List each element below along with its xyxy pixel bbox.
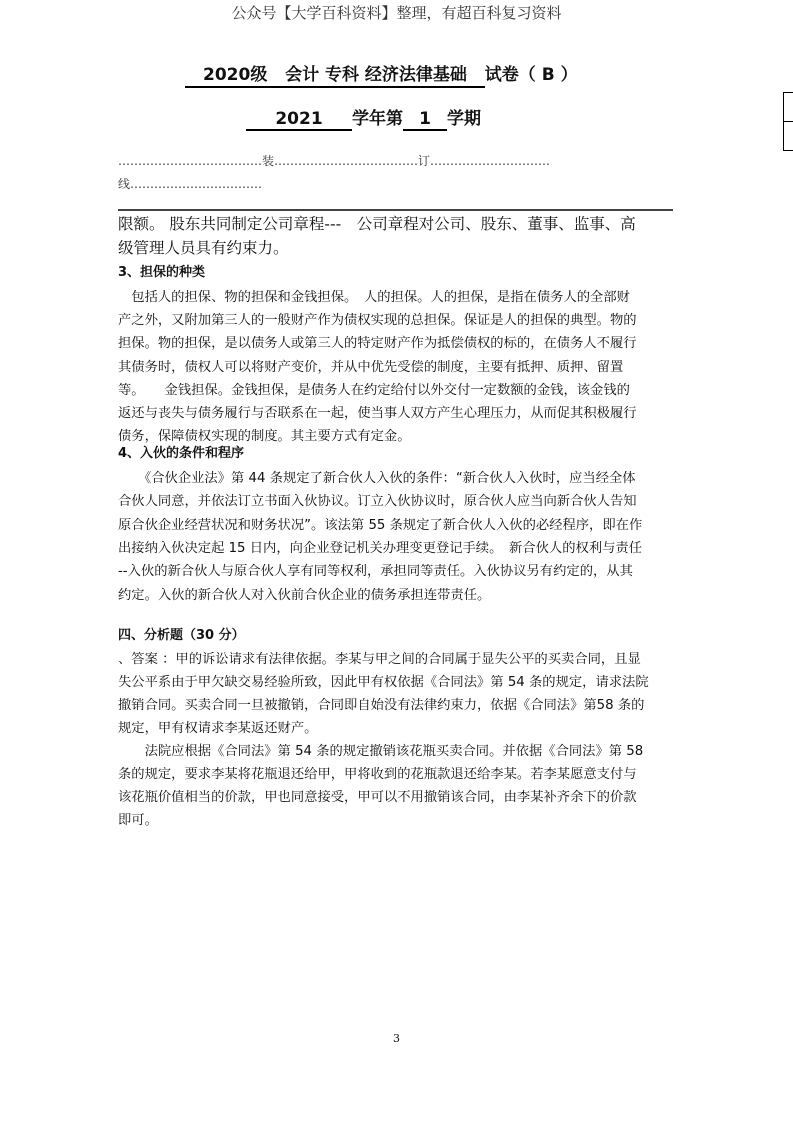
text-line: 产之外，又附加第三人的一般财产作为债权实现的总担保。保证是人的担保的典型。物的 [118,313,637,329]
term-suffix: 学期 [447,109,481,129]
divider [118,209,673,211]
binding-line-1: ………………………………装………………………………订………………………… [118,154,551,168]
text-line: 限额。 股东共同制定公司章程--- 公司章程对公司、股东、董事、监事、高 [118,215,636,233]
text-line: 级管理人员具有约束力。 [118,239,289,257]
text-line: 该花瓶价值相当的价款，甲也同意接受，甲可以不用撤销该合同，由李某补齐余下的价款 [118,790,637,805]
page-header: 公众号【大学百科资料】整理，有超百科复习资料 [231,4,562,22]
section-heading: 四、分析题（30 分） [118,628,245,643]
text-line: 合伙人同意，并依法订立书面入伙协议。订立入伙协议时，原合伙人应当向新合伙人告知 [118,494,637,510]
text-line: 包括人的担保、物的担保和金钱担保。 人的担保。人的担保，是指在债务人的全部财 [118,290,630,305]
section-heading: 4、入伙的条件和程序 [118,446,245,461]
text-line: 原合伙企业经营状况和财务状况”。该法第 55 条规定了新合伙人入伙的必经程序，即在作 [118,517,643,533]
text-line: 撤销合同。买卖合同一旦被撤销，合同即自始没有法律约束力，依据《合同法》第58 条的 [118,698,645,713]
text-line: 、答案 ：甲的诉讼请求有法律依据。李某与甲之间的合同属于显失公平的买卖合同，且显 [118,652,641,667]
exam-title [185,60,578,88]
text-line: 《合伙企业法》第 44 条规定了新合伙人入伙的条件：“新合伙人入伙时，应当经全体 [118,471,636,486]
text-line: 约定。入伙的新合伙人对入伙前合伙企业的债务承担连带责任。 [118,587,491,603]
text-line: 担保。物的担保，是以债务人或第三人的特定财产作为抵偿债权的标的，在债务人不履行 [118,336,637,352]
section-heading: 3、担保的种类 [118,265,206,280]
text-line: 返还与丧失与债务履行与否联系在一起，使当事人双方产生心理压力，从而促其积极履行 [118,406,637,421]
text-line: 规定，甲有权请求李某返还财产。 [118,721,318,736]
page-number: 3 [393,1032,400,1045]
term-label: 学年第 [352,109,403,129]
text-line: 出接纳入伙决定起 15 日内，向企业登记机关办理变更登记手续。 新合伙人的权利与责任 [118,540,643,556]
text-line: 其债务时，债权人可以将财产变价，并从中优先受偿的制度，主要有抵押、质押、留置 [118,359,624,375]
text-line: --入伙的新合伙人与原合伙人享有同等权利，承担同等责任。入伙协议另有约定的，从其 [118,564,633,580]
year: 2021 [246,109,352,131]
text-line: 即可。 [118,813,158,828]
text-line: 失公平系由于甲欠缺交易经验所致，因此甲有权依据《合同法》第 54 条的规定，请求法院 [118,675,649,690]
term-number: 1 [403,109,447,131]
text-line: 债务，保障债权实现的制度。其主要方式有定金。 [118,429,411,445]
text-line: 等。 金钱担保。金钱担保，是债务人在约定给付以外交付一定数额的金钱，该金钱的 [118,382,630,398]
term-line [246,104,481,131]
grade: 2020级 [203,65,268,85]
text-line: 法院应根据《合同法》第 54 条的规定撤销该花瓶买卖合同。并依据《合同法》第 58 [118,744,644,759]
paper-type: 试卷（ B ） [484,65,578,85]
score-box [783,92,793,151]
binding-line-2: 线…………………………… [118,177,263,191]
course: 会计 专科 经济法律基础 [285,65,467,85]
text-line: 条的规定，要求李某将花瓶退还给甲，甲将收到的花瓶款退还给李某。若李某愿意支付与 [118,767,637,782]
